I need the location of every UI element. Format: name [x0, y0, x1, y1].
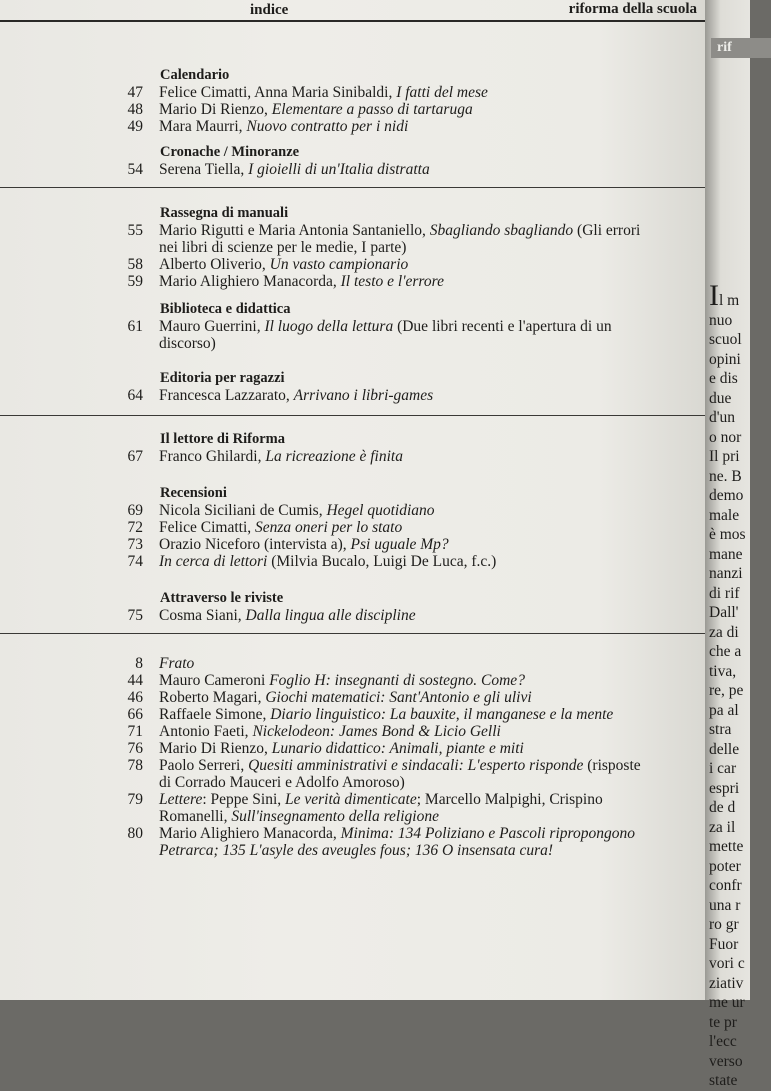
entry-note-2: ; Marcello Malpighi, Crispino [416, 791, 603, 808]
toc-entry [0, 553, 705, 570]
header-magazine-title: riforma della scuola [568, 1, 697, 17]
adjacent-page-line: che a [709, 643, 742, 660]
adjacent-page-header-text: rif [717, 40, 732, 55]
adjacent-page-line: o nor [709, 428, 742, 446]
page-number: 78 [127, 757, 143, 774]
page-number: 69 [127, 502, 143, 519]
entry-note: (Gli errori [573, 222, 641, 239]
entry-author: Serena Tiella, [159, 161, 249, 178]
page-number: 72 [127, 519, 143, 536]
header-rule [0, 20, 705, 22]
toc-entry [0, 655, 705, 672]
toc-entry [0, 519, 705, 536]
toc-entry [0, 502, 705, 519]
toc-entry [0, 723, 705, 740]
page-number: 73 [127, 536, 143, 553]
entry-title: Elementare a passo di tartaruga [271, 101, 473, 118]
section-recensioni [0, 484, 705, 570]
section-calendario [0, 66, 705, 135]
entry-author: Alberto Oliverio, [159, 256, 270, 273]
adjacent-page-line: scuol [709, 331, 742, 348]
section-divider [0, 187, 705, 188]
adjacent-page-line: state [709, 1072, 738, 1089]
entry-title: Quesiti amministrativi e sindacali: L'esperto risponde [248, 757, 584, 774]
entry-title: Psi uguale Mp? [350, 536, 449, 553]
entry-author: Roberto Magari, [159, 689, 266, 706]
toc-entry [0, 689, 705, 706]
entry-note: : Peppe Sini, [202, 791, 286, 808]
entry-title: In cerca di lettori [159, 553, 268, 570]
adjacent-page-line: l'ecc [709, 1033, 737, 1050]
adjacent-page-line: Dall' [709, 604, 739, 621]
adjacent-page-line: di rif [709, 584, 740, 602]
section-title: Calendario [160, 67, 230, 83]
adjacent-page-line: mette [709, 838, 744, 855]
entry-author: Francesca Lazzarato, [159, 387, 294, 404]
adjacent-page-line: verso [709, 1052, 743, 1070]
section-rubriche [0, 655, 705, 859]
entry-title: Il testo e l'errore [340, 273, 444, 290]
entry-author: Felice Cimatti, Anna Maria Sinibaldi, [159, 84, 397, 101]
toc-entry [0, 318, 705, 335]
adjacent-page-line: opini [709, 350, 741, 368]
toc-entry [0, 448, 705, 465]
entry-continuation-title: Sull'insegnamento della religione [231, 808, 439, 825]
page-number: 67 [127, 448, 143, 465]
toc-entry [0, 607, 705, 624]
entry-author: Mauro Guerrini, [159, 318, 265, 335]
adjacent-page-line: ro gr [709, 916, 739, 933]
entry-title: Nuovo contratto per i nidi [246, 118, 409, 135]
entry-title: Foglio H: insegnanti di sostegno. Come? [269, 672, 525, 689]
toc-entry [0, 536, 705, 553]
page-number: 59 [127, 273, 143, 290]
section-title: Biblioteca e didattica [160, 301, 291, 317]
entry-author: Mario Di Rienzo, [159, 740, 272, 757]
entry-title: Dalla lingua alle discipline [245, 607, 416, 624]
page-number: 66 [127, 706, 143, 723]
toc-entry [0, 825, 705, 842]
drop-cap: I [709, 279, 719, 312]
entry-title: Un vasto campionario [269, 256, 409, 273]
entry-author: Antonio Faeti, [159, 723, 253, 740]
entry-title: Il luogo della lettura [264, 318, 394, 335]
adjacent-page-line: Il m [709, 279, 740, 312]
entry-title: Nickelodeon: James Bond & Licio Gelli [252, 723, 501, 740]
entry-title: I gioielli di un'Italia distratta [248, 161, 430, 178]
entry-author: Orazio Niceforo (intervista a), [159, 536, 351, 553]
section-attraverso-le-riviste [0, 589, 705, 624]
entry-author: Franco Ghilardi, [159, 448, 266, 465]
adjacent-page-line: de d [709, 799, 736, 816]
adjacent-page-line: stra [709, 721, 732, 738]
page-number: 48 [127, 101, 143, 118]
adjacent-page-line: i car [709, 760, 737, 777]
toc-entry [0, 222, 705, 239]
page-number: 64 [127, 387, 143, 404]
entry-title: La ricreazione è finita [265, 448, 403, 465]
page-number: 71 [127, 723, 143, 740]
adjacent-page-line: me ur [709, 994, 745, 1011]
adjacent-page-line: è mos [709, 526, 746, 543]
toc-entry [0, 118, 705, 135]
section-cronache [0, 143, 705, 178]
toc-entry [0, 101, 705, 118]
adjacent-page-line: vori c [709, 955, 745, 972]
entry-title: Sbagliando sbagliando [429, 222, 574, 239]
adjacent-page-line: re, pe [709, 682, 744, 699]
section-rassegna-di-manuali [0, 204, 705, 290]
adjacent-page-line: za di [709, 623, 739, 641]
section-title: Il lettore di Riforma [160, 431, 285, 447]
toc-entry [0, 706, 705, 723]
page-number: 58 [127, 256, 143, 273]
adjacent-page-line: te pr [709, 1013, 737, 1031]
entry-continuation [159, 842, 705, 859]
toc-entry [0, 672, 705, 689]
adjacent-page-line: tiva, [709, 662, 737, 680]
adjacent-page-line: Il pri [709, 448, 740, 465]
page-number: 54 [127, 161, 143, 178]
section-title: Editoria per ragazzi [160, 370, 285, 386]
entry-title-2: Le verità dimenticate [285, 791, 417, 808]
section-title: Rassegna di manuali [160, 205, 289, 221]
entry-note: (Milvia Bucalo, Luigi De Luca, f.c.) [267, 553, 497, 570]
page-number: 55 [127, 222, 143, 239]
adjacent-page-line: espri [709, 779, 740, 797]
adjacent-page-line: una r [709, 896, 741, 914]
entry-continuation-title: Petrarca; 135 L'asyle des aveugles fous; 136 O insensata cura! [159, 842, 554, 859]
entry-title: I fatti del mese [396, 84, 488, 101]
section-title: Recensioni [160, 485, 227, 501]
entry-title: Lettere [159, 791, 203, 808]
entry-author: Mario Rigutti e Maria Antonia Santaniello, [159, 222, 430, 239]
toc-entry [0, 256, 705, 273]
entry-continuation: di Corrado Mauceri e Adolfo Amoroso) [159, 774, 405, 791]
adjacent-page-line: confr [709, 877, 742, 894]
entry-title: Arrivano i libri-games [293, 387, 434, 404]
adjacent-page-line: ziativ [709, 974, 744, 992]
page-number: 74 [127, 553, 143, 570]
entry-title: Frato [159, 655, 195, 672]
entry-title: Hegel quotidiano [326, 502, 435, 519]
entry-author: Cosma Siani, [159, 607, 246, 624]
entry-author: Felice Cimatti, [159, 519, 255, 536]
adjacent-page-line: nuo [709, 311, 733, 329]
entry-author: Mario Alighiero Manacorda, [159, 825, 341, 842]
entry-author: Nicola Siciliani de Cumis, [159, 502, 327, 519]
entry-title: Minima: 134 Poliziano e Pascoli ripropongono [340, 825, 635, 842]
page-number: 49 [127, 118, 143, 135]
page-number: 8 [135, 655, 143, 672]
header-index-label: indice [250, 2, 289, 18]
section-editoria-per-ragazzi [0, 369, 705, 404]
adjacent-page-line: poter [709, 857, 741, 875]
adjacent-page-line: za il [709, 818, 736, 836]
adjacent-page-line: due [709, 389, 732, 407]
toc-entry [0, 84, 705, 101]
toc-entry [0, 273, 705, 290]
adjacent-page-line: pa al [709, 701, 739, 719]
page-number: 47 [127, 84, 143, 101]
adjacent-page-line: Fuor [709, 935, 739, 953]
adjacent-page-line: d'un [709, 409, 736, 426]
adjacent-page-line: mane [709, 545, 743, 563]
adjacent-page-header-tab [711, 38, 771, 58]
adjacent-page-text [709, 279, 746, 1091]
page-number: 79 [127, 791, 143, 808]
toc-entry [0, 740, 705, 757]
adjacent-page [705, 0, 750, 1089]
section-il-lettore-di-riforma [0, 430, 705, 465]
entry-title: Senza oneri per lo stato [255, 519, 403, 536]
page-number: 46 [127, 689, 143, 706]
page-number: 61 [127, 318, 143, 335]
toc-entry [0, 387, 705, 404]
entry-author: Mario Di Rienzo, [159, 101, 272, 118]
adjacent-page-line: male [709, 506, 740, 524]
entry-author: Mario Alighiero Manacorda, [159, 273, 341, 290]
entry-author: Raffaele Simone, [159, 706, 271, 723]
entry-continuation [159, 808, 705, 825]
adjacent-page-line: demo [709, 487, 744, 504]
adjacent-page-line: nanzi [709, 565, 743, 582]
section-biblioteca-e-didattica [0, 300, 705, 352]
toc-entry [0, 757, 705, 774]
entry-author: Paolo Serreri, [159, 757, 249, 774]
page-number: 44 [127, 672, 143, 689]
section-divider [0, 415, 705, 416]
page-number: 76 [127, 740, 143, 757]
toc-entry [0, 161, 705, 178]
toc-entry [0, 791, 705, 808]
entry-continuation-text: Romanelli, [159, 808, 232, 825]
entry-continuation: nei libri di scienze per le medie, I parte) [159, 239, 407, 256]
entry-author: Mara Maurri, [159, 118, 247, 135]
section-divider [0, 633, 705, 634]
adjacent-page-line: e dis [709, 370, 738, 387]
section-title: Attraverso le riviste [160, 590, 284, 606]
entry-title: Lunario didattico: Animali, piante e miti [271, 740, 524, 757]
entry-title: Giochi matematici: Sant'Antonio e gli ulivi [265, 689, 532, 706]
entry-title: Diario linguistico: La bauxite, il manganese e la mente [270, 706, 614, 723]
adjacent-page-line: ne. B [709, 467, 742, 485]
entry-author: Mauro Cameroni [159, 672, 270, 689]
section-title: Cronache / Minoranze [160, 144, 300, 160]
entry-continuation: discorso) [159, 335, 216, 352]
entry-note: (Due libri recenti e l'apertura di un [393, 318, 612, 335]
page-number: 75 [127, 607, 143, 624]
adjacent-page-line: delle [709, 740, 740, 758]
entry-note: (risposte [583, 757, 641, 774]
page-number: 80 [127, 825, 143, 842]
